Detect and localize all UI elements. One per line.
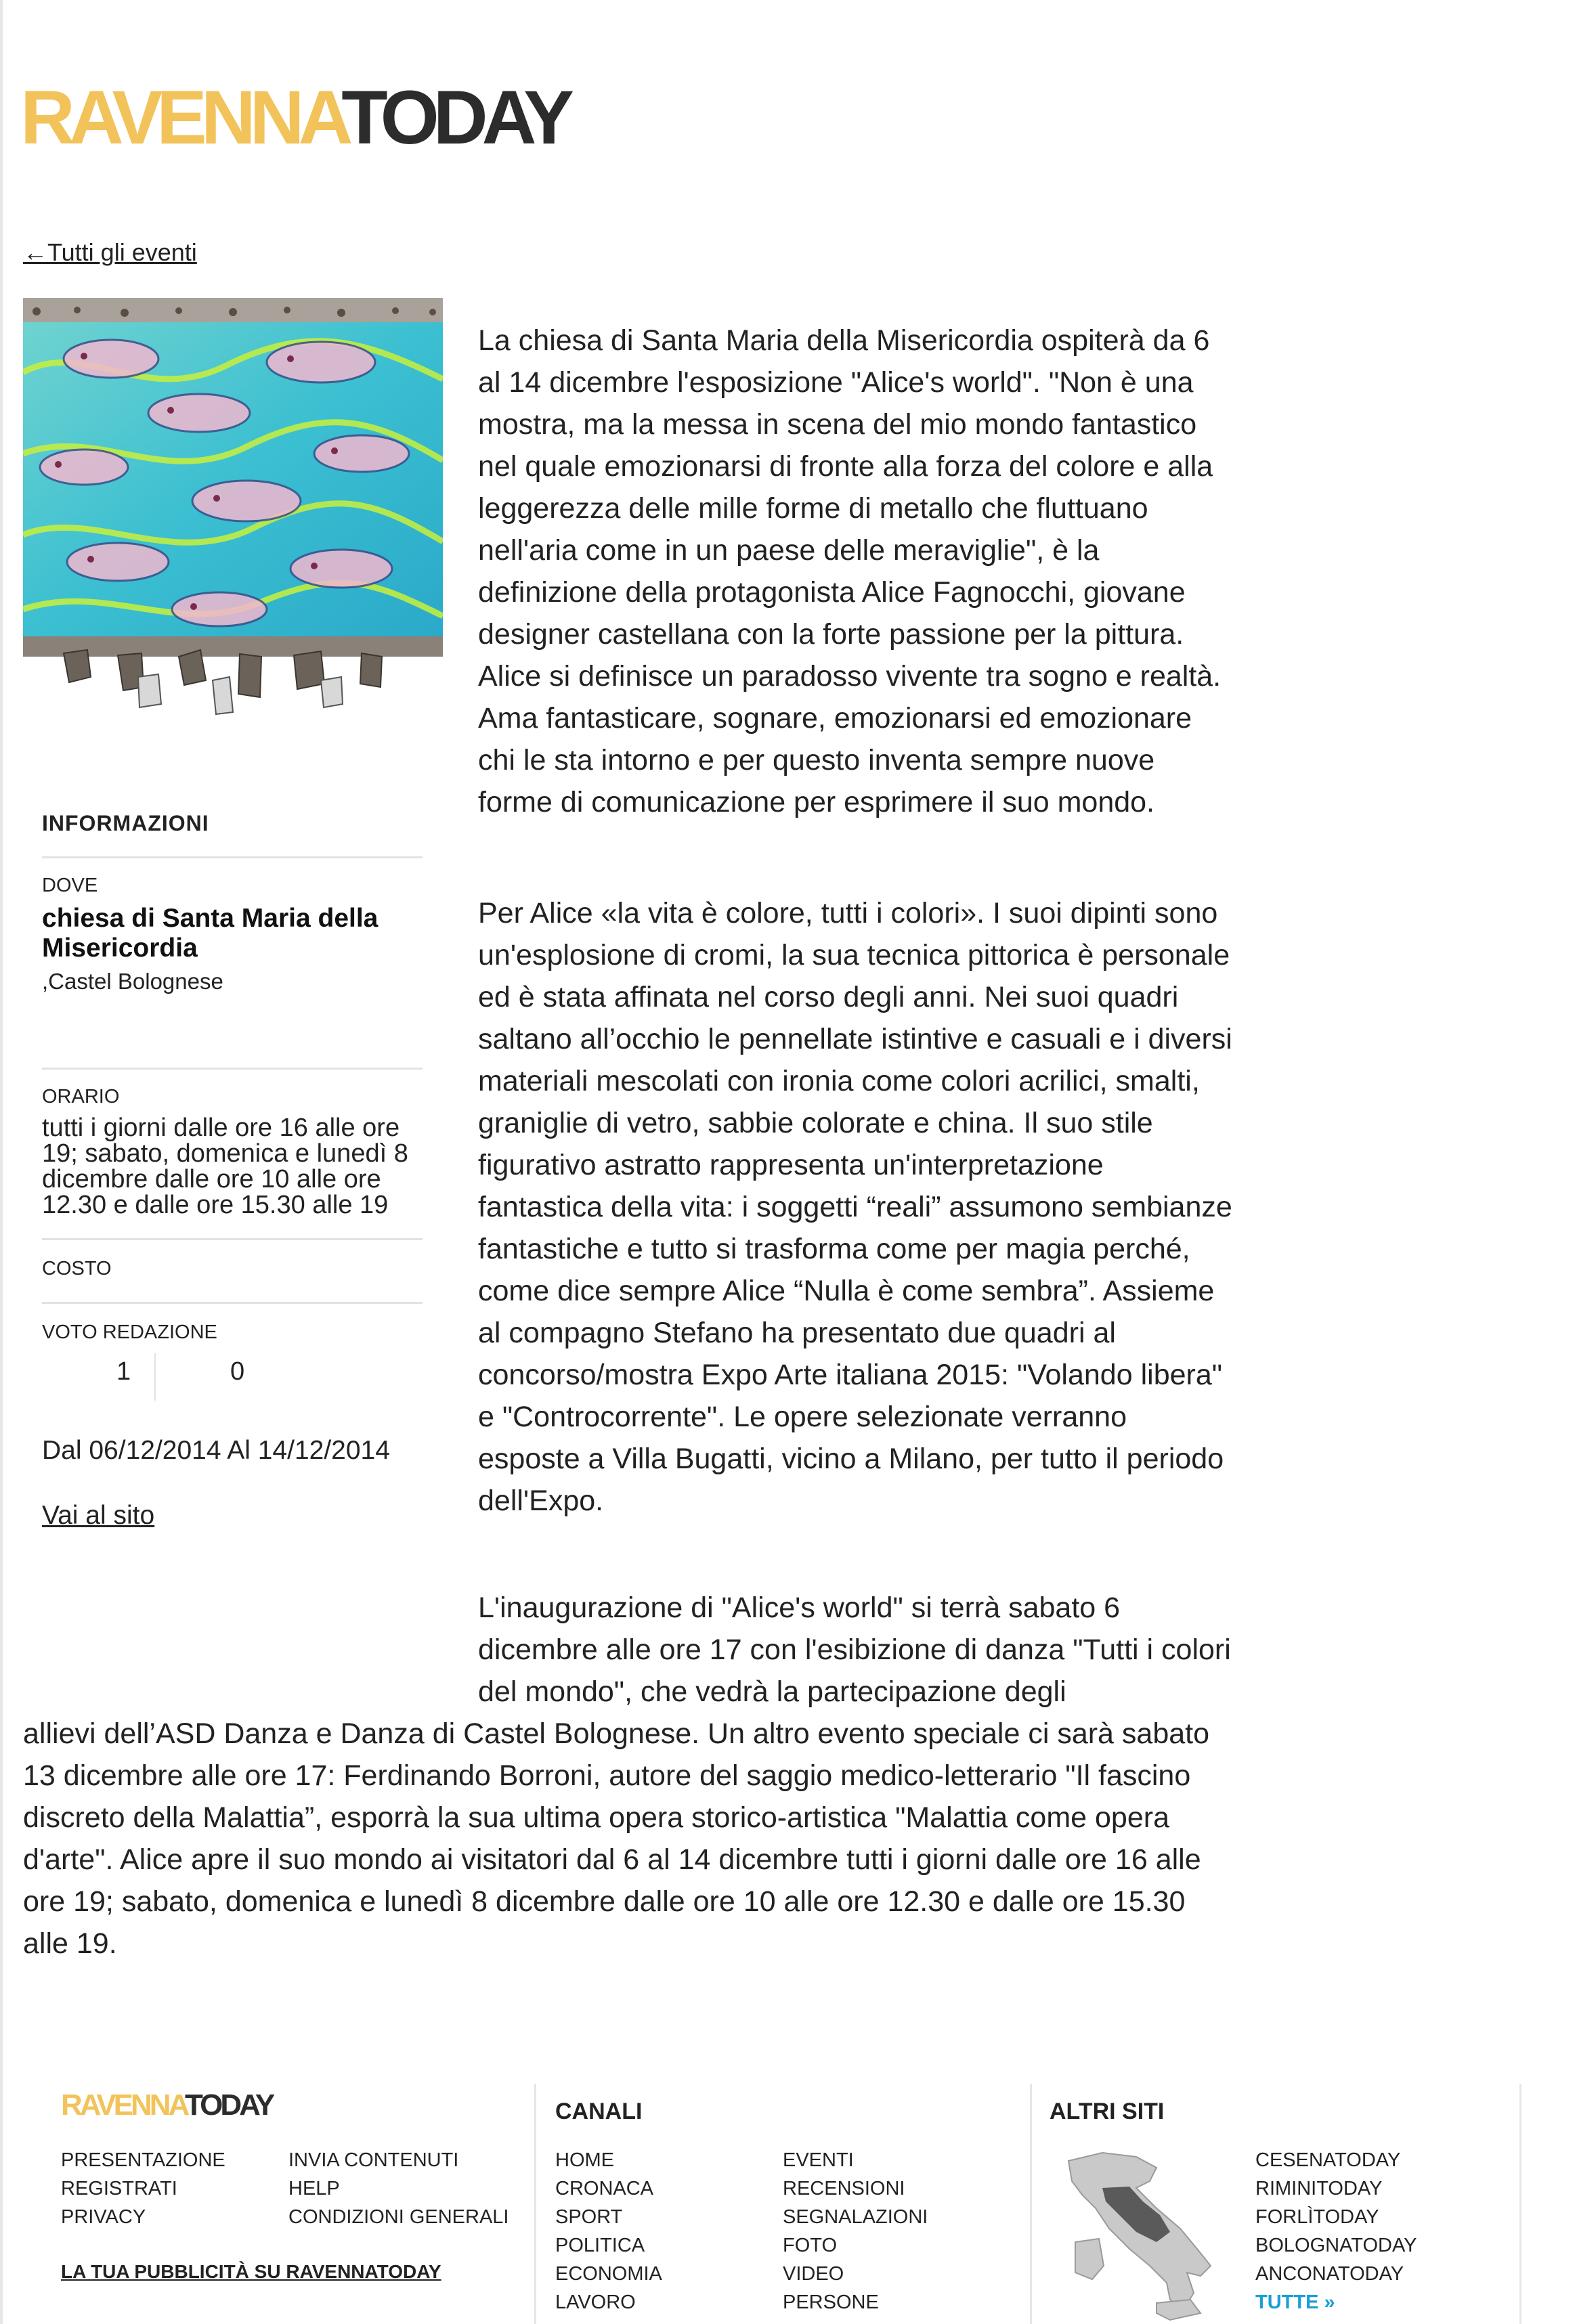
footer-link[interactable]: PRIVACY	[61, 2206, 146, 2228]
event-image	[23, 298, 443, 718]
other-sites-links	[1255, 2146, 1417, 2317]
footer-links-2	[288, 2146, 509, 2231]
all-sites-link[interactable]: TUTTE »	[1255, 2292, 1335, 2313]
info-heading: INFORMAZIONI	[42, 811, 209, 835]
channel-link[interactable]: CRONACA	[555, 2178, 654, 2199]
article-paragraph-3-continued: allievi dell’ASD Danza e Danza di Castel Bolognese. Un altro evento speciale ci sarà sabato 13 dicembre alle ore 17: Ferdinando Borroni, autore del saggio medico-letterario "Il fascino discreto della Malattia”, esporrà la sua ultima opera storico-artistica "Malattia come opera d'arte". Alice apre il suo mondo ai visitatori dal 6 al 14 dicembre tutti i giorni dalle ore 16 alle ore 19; sabato, domenica e lunedì 8 dicembre dalle ore 10 alle ore 12.30 e dalle ore 15.30 alle 19.	[23, 1717, 1210, 1960]
logo-part-1: RAVENNA	[20, 75, 342, 160]
vote-divider	[154, 1353, 156, 1401]
article-paragraph-3: L'inaugurazione di "Alice's world" si terrà sabato 6 dicembre alle ore 17 con l'esibizione di danza "Tutti i colori del mondo", che vedrà la partecipazione degli	[478, 1592, 1231, 1708]
venue-name: chiesa di Santa Maria della Misericordia	[42, 904, 379, 963]
where-label: DOVE	[42, 875, 98, 896]
footer-logo-part-2: TODAY	[185, 2088, 273, 2122]
hours-label: ORARIO	[42, 1086, 120, 1108]
footer-logo[interactable]	[61, 2090, 272, 2120]
other-site-link[interactable]: FORLÌTODAY	[1255, 2206, 1379, 2228]
vote-label: VOTO REDAZIONE	[42, 1321, 217, 1343]
back-to-events-link[interactable]: ←Tutti gli eventi	[23, 238, 197, 266]
footer-link[interactable]: CONDIZIONI GENERALI	[288, 2206, 509, 2228]
other-site-link[interactable]: ANCONATODAY	[1255, 2263, 1404, 2285]
channels-heading: CANALI	[555, 2099, 643, 2124]
channel-link[interactable]: PERSONE	[783, 2292, 879, 2313]
advertise-link[interactable]: LA TUA PUBBLICITÀ SU RAVENNATODAY	[61, 2261, 441, 2282]
footer-link[interactable]: INVIA CONTENUTI	[288, 2149, 459, 2171]
article-paragraph-2: Per Alice «la vita è colore, tutti i colori». I suoi dipinti sono un'esplosione di cromi, la sua tecnica pittorica è personale ed è stata affinata nel corso degli anni. Nei suoi quadri saltano all’occhio le pennellate istintive e casuali e i diversi materiali mescolati con ironia come colori acrilici, smalti, graniglie di vetro, sabbie colorate e china. Il suo stile figurativo astratto rappresenta un'interpretazione fantastica della vita: i soggetti “reali” assumono sembianze fantastiche e tutto si trasforma come per magia perché, come dice sempre Alice “Nulla è come sembra”. Assieme al compagno Stefano ha presentato due quadri al concorso/mostra Expo Arte italiana 2015: "Volando libera" e "Controcorrente". Le opere selezionate verranno esposte a Villa Bugatti, vicino a Milano, per tutto il periodo dell'Expo.	[478, 897, 1232, 1517]
vote-widget	[42, 1353, 423, 1401]
other-sites-heading: ALTRI SITI	[1050, 2099, 1165, 2124]
channels-links-2	[783, 2146, 928, 2317]
other-site-link[interactable]: BOLOGNATODAY	[1255, 2235, 1417, 2256]
italy-map-icon	[1055, 2147, 1224, 2323]
cost-label: COSTO	[42, 1258, 112, 1279]
channel-link[interactable]: VIDEO	[783, 2263, 844, 2285]
channel-link[interactable]: SPORT	[555, 2206, 623, 2228]
article-paragraph-1: La chiesa di Santa Maria della Misericordia ospiterà da 6 al 14 dicembre l'esposizione "Alice's world". "Non è una mostra, ma la messa in scena del mio mondo fantastico nel quale emozionarsi di fronte alla forza del colore e alla leggerezza delle mille forme di metallo che fluttuano nell'aria come in un paese delle meraviglie", è la definizione della protagonista Alice Fagnocchi, giovane designer castellana con la forte passione per la pittura. Alice si definisce un paradosso vivente tra sogno e realtà. Ama fantasticare, sognare, emozionarsi ed emozionare chi le sta intorno e per questo inventa sempre nuove forme di comunicazione per esprimere il suo mondo.	[478, 324, 1222, 818]
channel-link[interactable]: LAVORO	[555, 2292, 636, 2313]
hours-value: tutti i giorni dalle ore 16 alle ore 19; sabato, domenica e lunedì 8 dicembre dalle ore 10 alle ore 12.30 e dalle ore 15.30 alle 19	[42, 1114, 408, 1219]
channel-link[interactable]: FOTO	[783, 2235, 838, 2256]
footer-logo-part-1: RAVENNA	[61, 2088, 186, 2122]
channel-link[interactable]: RECENSIONI	[783, 2178, 905, 2199]
channel-link[interactable]: POLITICA	[555, 2235, 645, 2256]
logo-part-2: TODAY	[341, 75, 568, 160]
channel-link[interactable]: SEGNALAZIONI	[783, 2206, 928, 2228]
divider	[42, 856, 423, 858]
event-dates: Dal 06/12/2014 Al 14/12/2014	[42, 1436, 390, 1465]
vote-up-count[interactable]: 1	[116, 1357, 131, 1386]
channel-link[interactable]: ECONOMIA	[555, 2263, 662, 2285]
footer-divider	[1030, 2084, 1032, 2324]
divider	[42, 1302, 423, 1304]
channel-link[interactable]: EVENTI	[783, 2149, 854, 2171]
other-site-link[interactable]: CESENATODAY	[1255, 2149, 1401, 2171]
footer-divider	[534, 2084, 536, 2324]
footer-links-1	[61, 2146, 225, 2231]
other-site-link[interactable]: RIMINITODAY	[1255, 2178, 1383, 2199]
event-info-panel	[42, 799, 423, 1531]
site-logo[interactable]	[20, 75, 568, 160]
divider	[42, 1238, 423, 1240]
venue-city: ,Castel Bolognese	[42, 969, 223, 994]
visit-site-link[interactable]: Vai al sito	[42, 1501, 155, 1530]
vote-down-count[interactable]: 0	[230, 1357, 245, 1386]
channel-link[interactable]: HOME	[555, 2149, 614, 2171]
footer-divider	[1519, 2084, 1521, 2324]
channels-links-1	[555, 2146, 662, 2317]
footer-link[interactable]: REGISTRATI	[61, 2178, 177, 2199]
footer-link[interactable]: HELP	[288, 2178, 340, 2199]
divider	[42, 1068, 423, 1070]
footer-link[interactable]: PRESENTAZIONE	[61, 2149, 225, 2171]
